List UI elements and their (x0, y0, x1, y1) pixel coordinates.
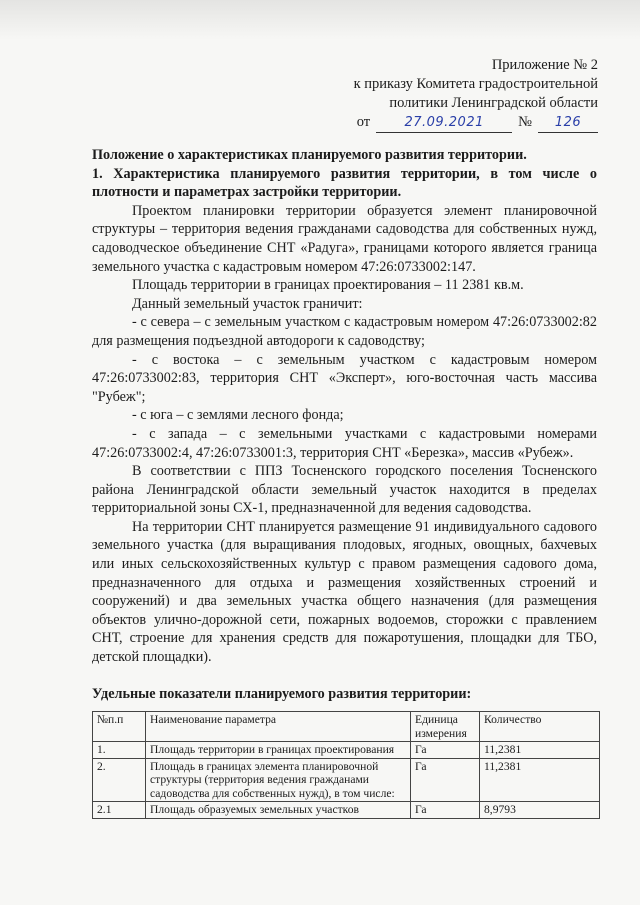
table-cell: 1. (93, 742, 146, 759)
paragraph: Проектом планировки территории образуется элемент планировочной структуры – территория ведения гражданами садоводства для собственных нужд, садоводческое объединение СНТ «Радуга», границами которого является граница земельного участка с кадастровым номером 47:26:0733002:147. (92, 202, 597, 275)
paragraph: Площадь территории в границах проектирования – 11 2381 кв.м. (132, 277, 524, 294)
paragraph: - с юга – с землями лесного фонда; (132, 407, 344, 424)
column-header: Единица измерения (411, 712, 480, 742)
table-cell: Площадь территории в границах проектирования (146, 742, 411, 759)
appendix-header (298, 56, 598, 133)
column-header: Наименование параметра (146, 712, 411, 742)
table-cell: Га (411, 742, 480, 759)
order-reference-line1: к приказу Комитета градостроительной (353, 76, 598, 92)
table-row (93, 742, 600, 759)
table-cell: Площадь в границах элемента планировочной структуры (территория ведения гражданами садоводства для собственных нужд), в том числе: (146, 758, 411, 802)
from-label: от (356, 114, 371, 130)
table-row (93, 758, 600, 802)
document-body (92, 146, 597, 819)
paragraph: - с востока – с земельным участком с кадастровым номером 47:26:0733002:83, территория СНТ «Эксперт», юго-восточная часть массива "Рубеж"; (92, 351, 597, 405)
document-title: Положение о характеристиках планируемого развития территории. (92, 147, 527, 163)
paragraph: - с севера – с земельным участком с кадастровым номером 47:26:0733002:82 для размещения подъездной автодороги к садоводству; (92, 314, 597, 349)
table-row (93, 802, 600, 819)
table-title: Удельные показатели планируемого развития территории: (92, 685, 472, 702)
section-1-heading: 1. Характеристика планируемого развития территории, в том числе о плотности и параметрах застройки территории. (92, 165, 597, 201)
order-date: 27.09.2021 (376, 113, 512, 133)
table-cell: 11,2381 (480, 742, 600, 759)
table-cell: Площадь образуемых земельных участков (146, 802, 411, 819)
indicators-table (92, 711, 600, 819)
scan-edge-shadow (0, 0, 640, 40)
table-cell: 11,2381 (480, 758, 600, 802)
order-date-number (298, 113, 598, 133)
paragraph: Данный земельный участок граничит: (132, 295, 363, 312)
table-cell: 2.1 (93, 802, 146, 819)
order-number: 126 (538, 113, 598, 133)
column-header: №п.п (93, 712, 146, 742)
table-cell: 2. (93, 758, 146, 802)
table-header-row (93, 712, 600, 742)
appendix-title: Приложение № 2 (491, 57, 598, 73)
paragraph: - с запада – с земельными участками с кадастровыми номерами 47:26:0733002:4, 47:26:0733001:3, территория СНТ «Березка», массив «Рубеж». (92, 425, 597, 461)
column-header: Количество (480, 712, 600, 742)
paragraph: В соответствии с ППЗ Тосненского городского поселения Тосненского района Ленинградской области земельный участок находится в пределах территориальной зоны СХ-1, предназначенной для ведения садоводства. (92, 463, 597, 517)
order-reference-line2: политики Ленинградской области (389, 95, 598, 111)
number-label: № (518, 114, 532, 130)
paragraph: На территории СНТ планируется размещение 91 индивидуального садового земельного участка (для выращивания плодовых, ягодных, овощных, бахчевых или иных сельскохозяйственных культур с правом размещения садового дома, предназначенного для отдыха и размещения хозяйственных строений и сооружений) и два земельных участка общего назначения (для размещения объектов улично-дорожной сети, пожарных водоемов, сторожки с правлением СНТ, строение для хранения средств для пожаротушения, площадки для ТБО, детской площадки). (92, 518, 597, 666)
table-cell: Га (411, 802, 480, 819)
table-cell: 8,9793 (480, 802, 600, 819)
table-cell: Га (411, 758, 480, 802)
